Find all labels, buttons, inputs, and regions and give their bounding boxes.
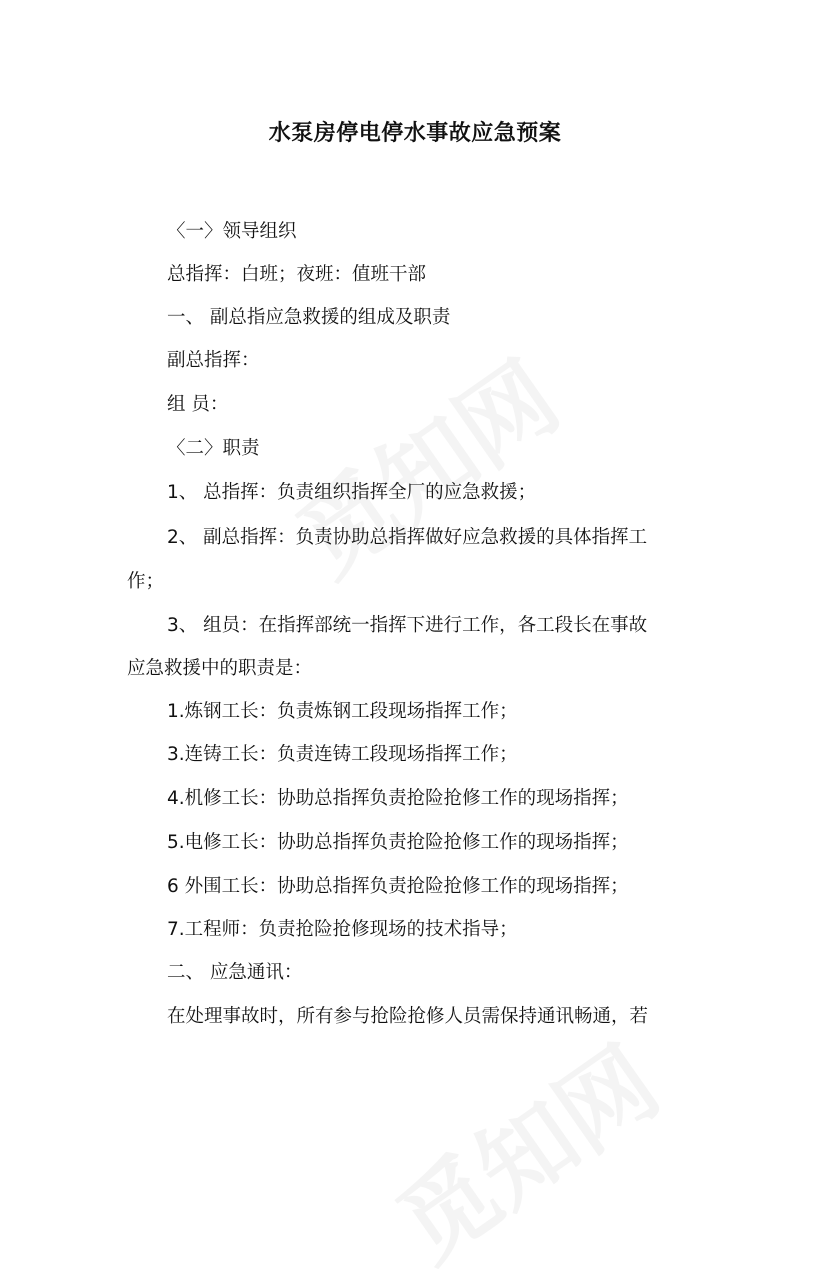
role-item-casting: 3.连铸工长：负责连铸工段现场指挥工作； <box>167 744 518 765</box>
role-item-mechanical: 4.机修工长：协助总指挥负责抢险抢修工作的现场指挥； <box>167 788 629 809</box>
communication-paragraph: 在处理事故时，所有参与抢险抢修人员需保持通讯畅通，若 <box>167 1006 649 1027</box>
role-item-electrical: 5.电修工长：协助总指挥负责抢险抢修工作的现场指挥； <box>167 832 629 853</box>
role-item-steelmaking: 1.炼钢工长：负责炼钢工段现场指挥工作； <box>167 701 518 722</box>
duty-item-2: 2、 副总指挥：负责协助总指挥做好应急救援的具体指挥工 <box>167 527 648 548</box>
watermark <box>367 1010 681 1287</box>
duty-item-3-continued: 应急救援中的职责是： <box>127 658 313 679</box>
watermark <box>267 325 581 602</box>
duty-item-3: 3、 组员：在指挥部统一指挥下进行工作，各工段长在事故 <box>167 615 648 636</box>
document-title: 水泵房停电停水事故应急预案 <box>268 121 562 146</box>
section-heading-communication: 二、 应急通讯： <box>167 962 303 983</box>
section-heading-duties: 〈二〉职责 <box>167 438 260 459</box>
role-item-engineer: 7.工程师：负责抢险抢修现场的技术指导； <box>167 919 518 940</box>
role-item-peripheral: 6 外围工长：协助总指挥负责抢险抢修工作的现场指挥； <box>167 876 629 897</box>
section-heading-deputy: 一、 副总指应急救援的组成及职责 <box>167 307 451 328</box>
deputy-commander-line: 副总指挥： <box>167 350 260 371</box>
duty-item-2-continued: 作； <box>127 571 165 592</box>
section-heading-leadership: 〈一〉领导组织 <box>167 221 297 242</box>
duty-item-1: 1、 总指挥：负责组织指挥全厂的应急救援； <box>167 482 537 503</box>
members-line: 组 员： <box>167 394 229 415</box>
commander-line: 总指挥：白班；夜班：值班干部 <box>167 264 427 285</box>
